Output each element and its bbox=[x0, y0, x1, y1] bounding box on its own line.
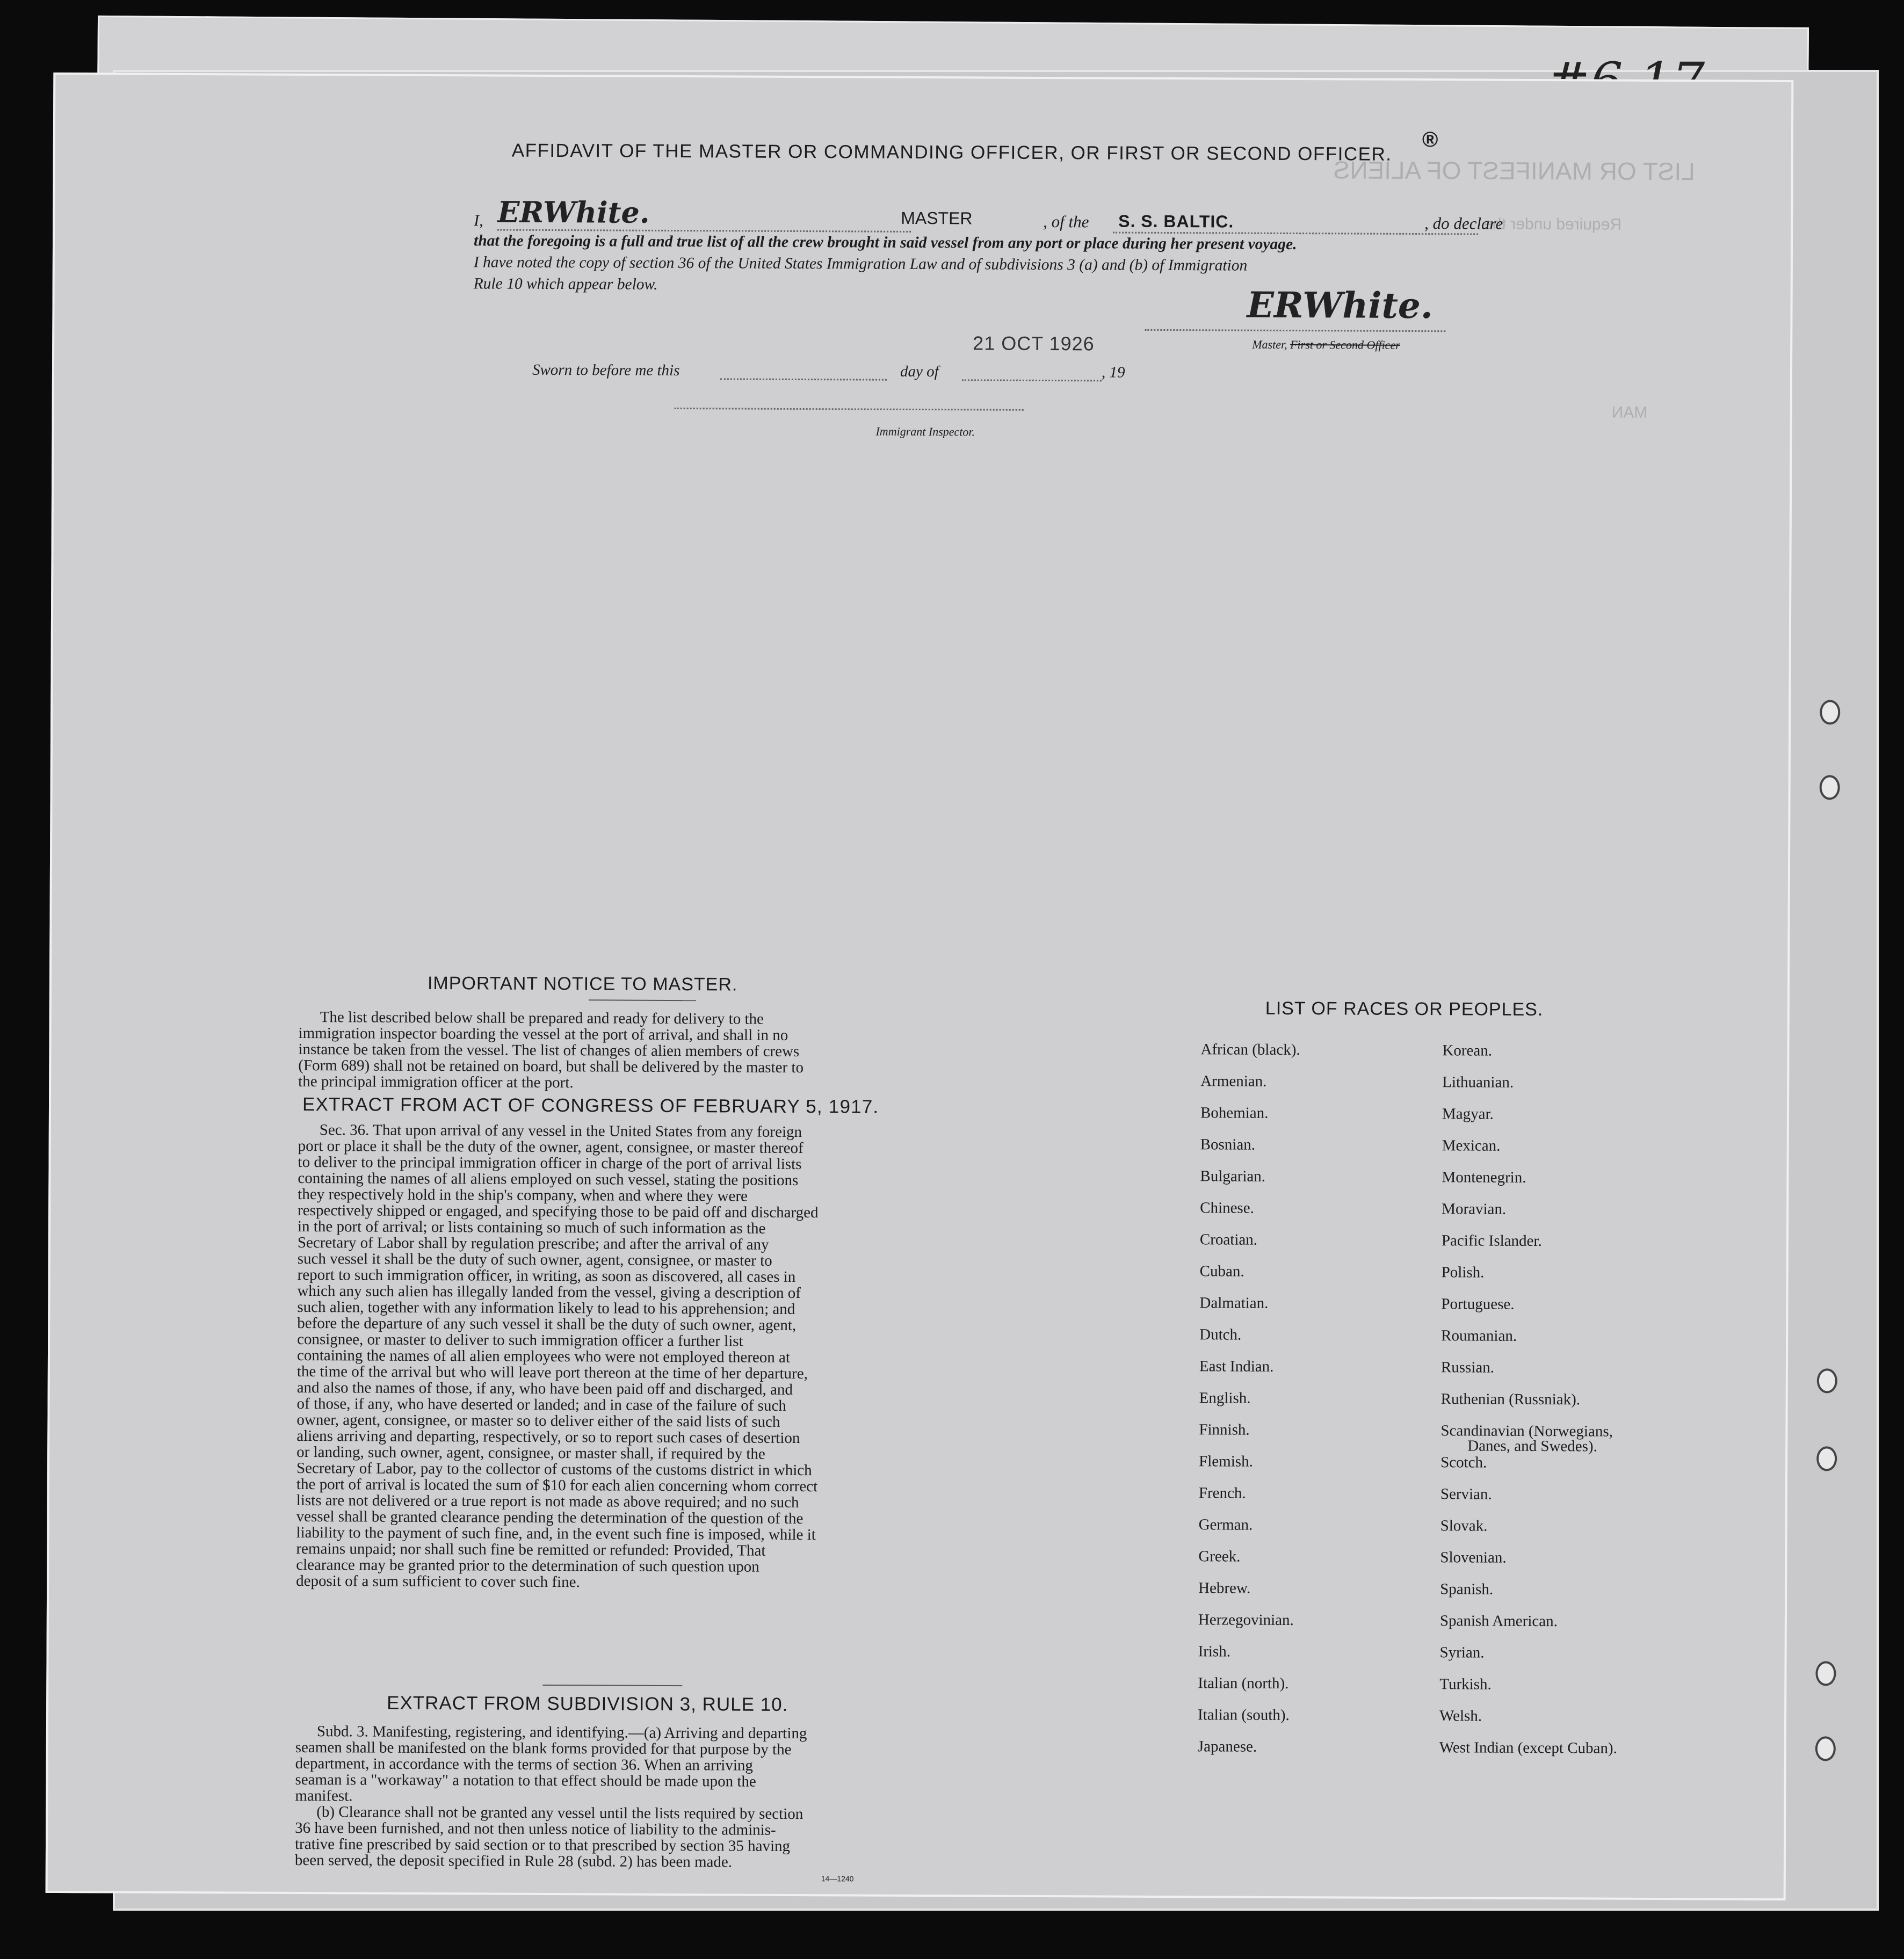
notice-title: IMPORTANT NOTICE TO MASTER. bbox=[427, 973, 738, 995]
race-item: Irish. bbox=[1198, 1643, 1231, 1660]
race-item: Dutch. bbox=[1199, 1326, 1242, 1344]
race-item: Spanish American. bbox=[1439, 1612, 1558, 1630]
race-item-continuation: Danes, and Swedes). bbox=[1467, 1437, 1597, 1455]
race-item: Croatian. bbox=[1199, 1231, 1258, 1249]
race-item: Hebrew. bbox=[1198, 1579, 1251, 1597]
race-item: Bohemian. bbox=[1200, 1104, 1269, 1122]
race-item: Magyar. bbox=[1442, 1105, 1494, 1123]
signature-line bbox=[1145, 329, 1445, 332]
race-item: Pacific Islander. bbox=[1441, 1232, 1542, 1250]
day-of-label: day of bbox=[900, 362, 939, 381]
binder-hole bbox=[1820, 700, 1840, 724]
affidavit-line-3: I have noted the copy of section 36 of the United States Immigration Law and of subdivisions 3 (a) and (b) of Immigration bbox=[473, 253, 1248, 274]
form-number: 14—1240 bbox=[821, 1874, 854, 1883]
master-caption: Master, First or Second Officer bbox=[1252, 337, 1400, 352]
manifest-page: LIST OR MANIFEST OF ALIENS Required under the MAN AFFIDAVIT OF THE MASTER OR COMMANDING OFFICER, OR FIRST OR SECOND OFFICER. ® I, ERWhite. MASTER , of the S. S. BALTIC. , do declare that the foregoing is a full and true list of all the crew brought in said vessel from any port or place during her present voyage. I have noted the copy of section 36 of the United States Immigration Law and of subdivisions 3 (a) and (b) of Immigration Rule 10 which appear below. ERWhite. Master, First or Second Officer Sworn to before me this day of 21 OCT 1926 , 19 Immigrant Inspector. IMPORTANT NOTICE TO MASTER. The list described below shall be prepared and ready for delivery to the immigration inspector boarding the vessel at the port of arrival, and shall in no instance be taken from the vessel. The list of changes of alien members of crews (Form 689) shall not be retained on board, but shall be delivered by the master to the principal immigration officer at the port. EXTRACT FROM ACT OF CONGRESS OF FEBRUARY 5, 1917. Sec. 36. That upon arrival of any vessel in the United States from any foreign port or place it shall be the duty of the owner, agent, consignee, or master thereof to deliver to the principal immigration officer in charge of the port of arrival lists containing the names of all aliens employed on such vessel, stating the positions they respectively hold in the ship's company, when and where they were respectively shipped or engaged, and specifying those to be paid off and discharged in the port of arrival; or lists containing so much of such information as the Secretary of Labor shall by regulation prescribe; and after the arrival of any such vessel it shall be the duty of such owner, agent, consignee, or master to report to such immigration officer, in writing, as soon as discovered, all cases in which any such alien has illegally landed from the vessel, giving a description of such alien, together with any information likely to lead to his apprehension; and before the departure of any such vessel it shall be the duty of such owner, agent, consignee, or master to deliver to such immigration officer a further list containing the names of all alien employees who were not employed thereon at the time of the arrival but who will leave port thereon at the time of her departure, and also the names of those, if any, who have been paid off and discharged, and of those, if any, who have deserted or landed; and in case of the failure of such owner, agent, consignee, or master so to deliver either of the said lists of such aliens arriving and departing, respectively, or so to report such cases of desertion or landing, such owner, agent, consignee, or master shall, if required by the Secretary of Labor, pay to the collector of customs of the customs district in which the port of arrival is located the sum of $10 for each alien concerning whom correct lists are not delivered or a true report is not made as above required; and no such vessel shall be granted clearance pending the determination of the question of the liability to the payment of such fine, and, in the event such fine is imposed, while it remains unpaid; nor shall such fine be remitted or refunded: Provided, That clearance may be granted prior to the determination of such question upon deposit of a sum sufficient to cover such fine. EXTRACT FROM SUBDIVISION 3, RULE 10. Subd. 3. Manifesting, registering, and identifying.—(a) Arriving and departing seamen shall be manifested on the blank forms provided for that purpose by the department, in accordance with the terms of section 36. When an arriving seaman is a "workaway" a notation to that effect should be made upon the manifest. (b) Clearance shall not be granted any vessel until the lists required by section 36 have been furnished, and not then unless notice of liability to the adminis- trative fine prescribed by said section or to that prescribed by section 35 having been served, the deposit specified in Rule 28 (subd. 2) has been made. 14—1240 LIST OF RACES OR PEOPLES. African (black). Armenian. Bohemian. Bosnian. Bulgarian. Chinese. Croatian. Cuban. Dalmatian. Dutch. East Indian. English. Finnish. Flemish. French. German. Greek. Hebrew. Herzegovinian. Irish. Italian (north). Italian (south). Japanese. Korean. Lithuanian. Magyar. Mexican. Montenegrin. Moravian. Pacific Islander. Polish. Portuguese. Roumanian. Russian. Ruthenian (Russniak). Scandinavian (Norwegians, Scotch. Servian. Slovak. Slovenian. Spanish. Spanish American. Syrian. Turkish. Welsh. West Indian (except Cuban). Danes, and Swedes). bbox=[46, 72, 1794, 1900]
name-signature: ERWhite. bbox=[497, 194, 650, 230]
race-item: Greek. bbox=[1198, 1548, 1241, 1565]
race-item: Lithuanian. bbox=[1442, 1073, 1514, 1091]
notice-body: The list described below shall be prepared and ready for delivery to the immigration inspector boarding the vessel at the port of arrival, and shall in no instance be taken from the vessel. The list of changes of alien members of crews (Form 689) shall not be retained on board, but shall be delivered by the master to the principal immigration officer at the port. bbox=[298, 1008, 804, 1092]
extract-rule-body: Subd. 3. Manifesting, registering, and identifying.—(a) Arriving and departing seamen shall be manifested on the blank forms provided for that purpose by the department, in accordance with the terms of section 36. When an arriving seaman is a "workaway" a notation to that effect should be made upon the manifest. (b) Clearance shall not be granted any vessel until the lists required by section 36 have been furnished, and not then unless notice of liability to the adminis- trative fine prescribed by said section or to that prescribed by section 35 having been served, the deposit specified in Rule 28 (subd. 2) has been made. bbox=[294, 1723, 807, 1871]
sworn-label: Sworn to before me this bbox=[532, 361, 680, 380]
binder-hole bbox=[1817, 1368, 1837, 1393]
race-item: Armenian. bbox=[1200, 1072, 1267, 1090]
race-item: French. bbox=[1198, 1484, 1246, 1502]
binder-hole bbox=[1815, 1736, 1836, 1761]
extract-act-body: Sec. 36. That upon arrival of any vessel in the United States from any foreign port or place it shall be the duty of the owner, agent, consignee, or master thereof to deliver to the principal immigration officer in charge of the port of arrival lists containing the names of all aliens employed on such vessel, stating the positions they respectively hold in the ship's company, when and where they were respectively shipped or engaged, and specifying those to be paid off and discharged in the port of arrival; or lists containing so much of such information as the Secretary of Labor shall by regulation prescribe; and after the arrival of any such vessel it shall be the duty of such owner, agent, consignee, or master to report to such immigration officer, in writing, as soon as discovered, all cases in which any such alien has illegally landed from the vessel, giving a description of such alien, together with any information likely to lead to his apprehension; and before the departure of any such vessel it shall be the duty of such owner, agent, consignee, or master to deliver to such immigration officer a further list containing the names of all alien employees who were not employed thereon at the time of the arrival but who will leave port thereon at the time of her departure, and also the names of those, if any, who have been paid off and discharged, and of those, if any, who have deserted or landed; and in case of the failure of such owner, agent, consignee, or master so to deliver either of the said lists of such aliens arriving and departing, respectively, or so to report such cases of desertion or landing, such owner, agent, consignee, or master shall, if required by the Secretary of Labor, pay to the collector of customs of the customs district in which the port of arrival is located the sum of $10 for each alien concerning whom correct lists are not delivered or a true report is not made as above required; and no such vessel shall be granted clearance pending the determination of the question of the liability to the payment of such fine, and, in the event such fine is imposed, while it remains unpaid; nor shall such fine be remitted or refunded: Provided, That clearance may be granted prior to the determination of such question upon deposit of a sum sufficient to cover such fine. bbox=[296, 1121, 819, 1591]
binder-hole bbox=[1816, 1446, 1837, 1471]
race-item: Polish. bbox=[1441, 1264, 1485, 1281]
races-right-column bbox=[1439, 1042, 1743, 1784]
race-item: English. bbox=[1199, 1389, 1251, 1407]
race-item: Welsh. bbox=[1439, 1707, 1482, 1725]
race-item: Montenegrin. bbox=[1442, 1169, 1526, 1186]
date-stamp: 21 OCT 1926 bbox=[973, 332, 1095, 355]
race-item: Finnish. bbox=[1199, 1421, 1250, 1439]
race-item: Herzegovinian. bbox=[1198, 1611, 1294, 1629]
race-item: Scotch. bbox=[1440, 1454, 1487, 1471]
race-item: Chinese. bbox=[1200, 1199, 1254, 1217]
affidavit-title: AFFIDAVIT OF THE MASTER OR COMMANDING OFFICER, OR FIRST OR SECOND OFFICER. bbox=[511, 140, 1392, 165]
race-item: Cuban. bbox=[1199, 1263, 1244, 1280]
race-item: African (black). bbox=[1200, 1041, 1300, 1059]
race-item: Mexican. bbox=[1442, 1137, 1501, 1155]
race-item: Scandinavian (Norwegians, bbox=[1440, 1422, 1613, 1440]
race-item: Italian (north). bbox=[1198, 1674, 1289, 1693]
race-item: Japanese. bbox=[1197, 1738, 1257, 1755]
race-item: Roumanian. bbox=[1441, 1327, 1517, 1345]
race-item: Ruthenian (Russniak). bbox=[1440, 1390, 1581, 1409]
race-item: Portuguese. bbox=[1441, 1295, 1515, 1313]
binder-hole bbox=[1815, 1661, 1836, 1686]
registered-mark: ® bbox=[1422, 128, 1438, 152]
affidavit-line-2: that the foregoing is a full and true list of all the crew brought in said vessel from any port or place during her present voyage. bbox=[473, 232, 1297, 253]
vessel-field: S. S. BALTIC. bbox=[1118, 211, 1234, 231]
extract-rule-title: EXTRACT FROM SUBDIVISION 3, RULE 10. bbox=[387, 1692, 788, 1715]
race-item: Slovak. bbox=[1440, 1517, 1488, 1535]
race-item: Italian (south). bbox=[1198, 1706, 1290, 1724]
affidavit-line-1: I, ERWhite. MASTER , of the S. S. BALTIC. , do declare bbox=[474, 194, 1537, 237]
race-item: Dalmatian. bbox=[1199, 1294, 1269, 1312]
race-item: Bulgarian. bbox=[1200, 1167, 1266, 1185]
extract-act-title: EXTRACT FROM ACT OF CONGRESS OF FEBRUARY 5, 1917. bbox=[302, 1093, 879, 1118]
rank-field: MASTER bbox=[901, 208, 973, 228]
race-item: Moravian. bbox=[1442, 1200, 1507, 1218]
race-item: Flemish. bbox=[1199, 1453, 1253, 1470]
inspector-caption: Immigrant Inspector. bbox=[875, 424, 975, 439]
affidavit-line-4: Rule 10 which appear below. bbox=[473, 275, 658, 293]
race-item: West Indian (except Cuban). bbox=[1439, 1739, 1617, 1757]
race-item: Korean. bbox=[1442, 1042, 1493, 1060]
race-item: German. bbox=[1198, 1516, 1253, 1534]
race-item: Servian. bbox=[1440, 1485, 1492, 1503]
race-item: East Indian. bbox=[1199, 1358, 1274, 1375]
race-item: Syrian. bbox=[1439, 1644, 1485, 1661]
binder-hole bbox=[1820, 775, 1840, 800]
master-signature: ERWhite. bbox=[1247, 284, 1434, 327]
year-field: , 19 bbox=[1101, 364, 1125, 381]
races-left-column bbox=[1198, 1041, 1427, 1783]
race-item: Spanish. bbox=[1440, 1580, 1494, 1598]
race-item: Slovenian. bbox=[1440, 1549, 1507, 1566]
race-item: Turkish. bbox=[1439, 1675, 1492, 1693]
race-item: Russian. bbox=[1440, 1359, 1495, 1376]
race-item: Bosnian. bbox=[1200, 1136, 1256, 1153]
races-title: LIST OF RACES OR PEOPLES. bbox=[1265, 998, 1544, 1020]
